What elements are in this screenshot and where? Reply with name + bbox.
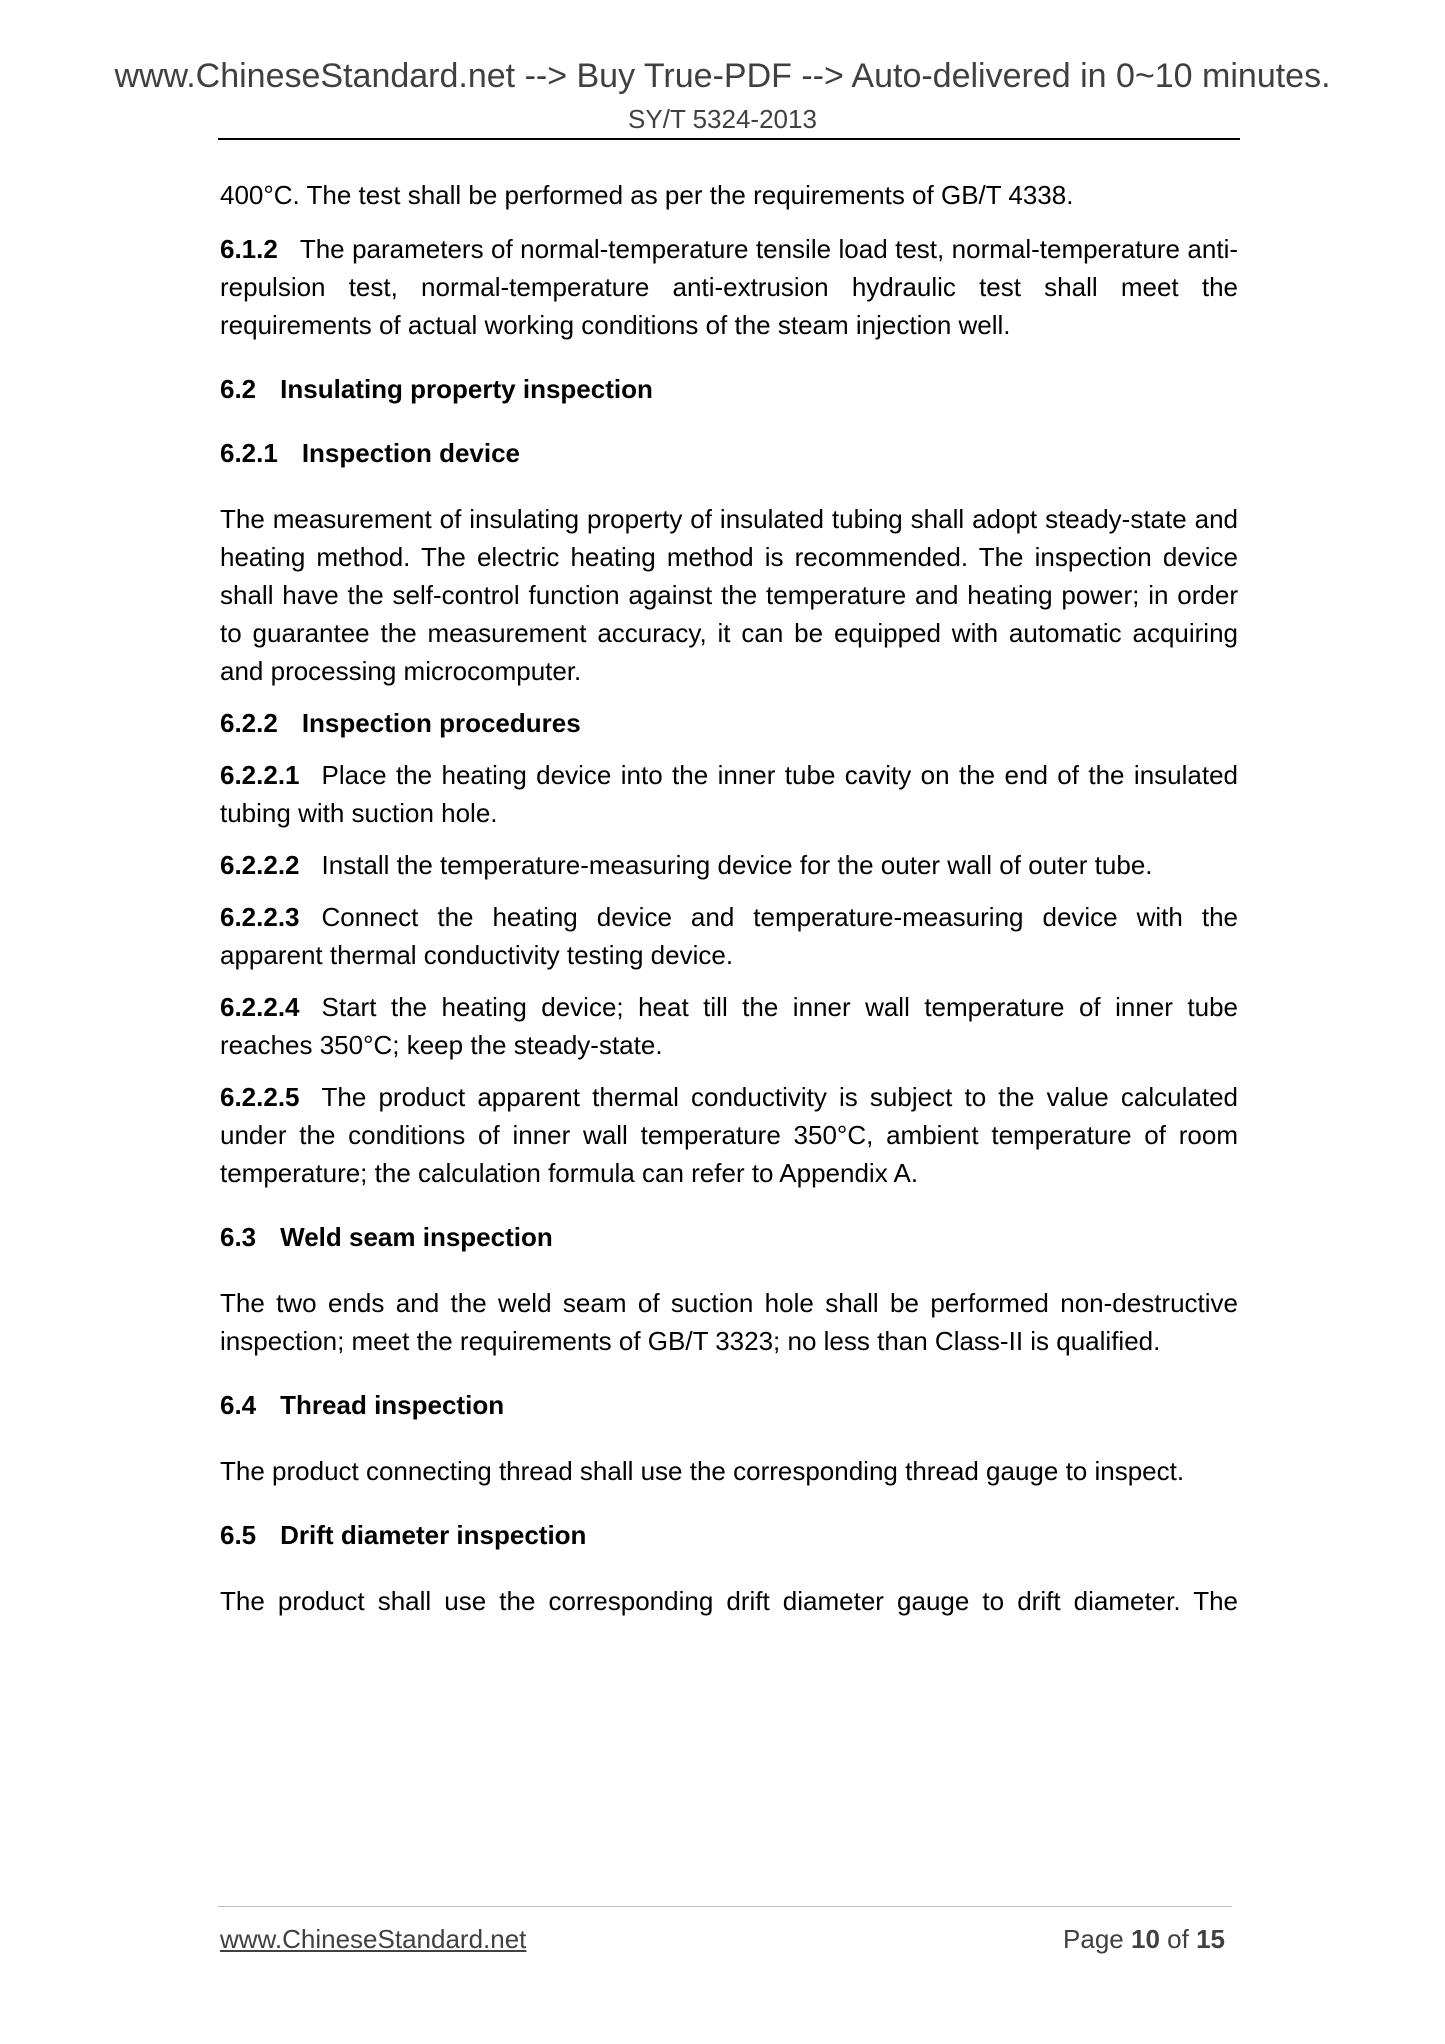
- section-number: 6.4: [220, 1390, 257, 1420]
- clause-6-2-2-2: [220, 846, 1238, 884]
- footer-website-link[interactable]: www.ChineseStandard.net: [220, 1924, 527, 1954]
- footer-divider: [218, 1906, 1232, 1907]
- clause-6-2-2-5: [220, 1078, 1238, 1192]
- section-heading-6-2: [220, 370, 1238, 408]
- clause-number: 6.1.2: [220, 234, 278, 264]
- section-title: Inspection procedures: [301, 708, 581, 738]
- section-heading-6-2-2: [220, 704, 1238, 742]
- clause-text: The parameters of normal-temperature tensile load test, normal-temperature anti-repulsion test, normal-temperature anti-extrusion hydraulic test shall meet the requirements of actual working conditions of the steam injection well.: [220, 234, 1238, 340]
- paragraph-6-5: The product shall use the corresponding drift diameter gauge to drift diameter. The: [220, 1586, 1238, 1616]
- clause-number: 6.2.2.1: [220, 760, 300, 790]
- section-heading-6-2-1: [220, 434, 1238, 472]
- section-title: Drift diameter inspection: [280, 1520, 587, 1550]
- clause-number: 6.2.2.2: [220, 850, 300, 880]
- standard-number: SY/T 5324-2013: [628, 104, 817, 134]
- section-number: 6.2.1: [220, 438, 278, 468]
- page-word: Page: [1063, 1924, 1124, 1954]
- clause-number: 6.2.2.3: [220, 902, 300, 932]
- clause-6-2-2-1: [220, 756, 1238, 832]
- section-title: Inspection device: [301, 438, 521, 468]
- section-heading-6-5: [220, 1516, 1238, 1554]
- clause-6-2-2-3: [220, 898, 1238, 974]
- section-number: 6.5: [220, 1520, 257, 1550]
- paragraph-6-4: The product connecting thread shall use the corresponding thread gauge to inspect.: [220, 1456, 1185, 1486]
- clause-6-1-2: [220, 230, 1238, 344]
- clause-text: The product apparent thermal conductivity is subject to the value calculated under the conditions of inner wall temperature 350°C, ambient temperature of room temperature; the calculation formula can refer to Appendix A.: [220, 1082, 1238, 1188]
- section-title: Weld seam inspection: [280, 1222, 553, 1252]
- section-number: 6.2.2: [220, 708, 278, 738]
- section-heading-6-3: [220, 1218, 1238, 1256]
- clause-text: Start the heating device; heat till the inner wall temperature of inner tube reaches 350°C; keep the steady-state.: [220, 992, 1238, 1060]
- top-banner: www.ChineseStandard.net --> Buy True-PDF --> Auto-delivered in 0~10 minutes.: [114, 57, 1331, 95]
- clause-6-2-2-4: [220, 988, 1238, 1064]
- section-heading-6-4: [220, 1386, 1238, 1424]
- clause-number: 6.2.2.4: [220, 992, 300, 1022]
- clause-text: Install the temperature-measuring device for the outer wall of outer tube.: [321, 850, 1153, 880]
- section-title: Thread inspection: [280, 1390, 505, 1420]
- section-title: Insulating property inspection: [280, 374, 653, 404]
- continuation-paragraph: 400°C. The test shall be performed as per the requirements of GB/T 4338.: [220, 180, 1074, 210]
- current-page-number: 10: [1131, 1924, 1160, 1954]
- section-number: 6.2: [220, 374, 257, 404]
- paragraph-6-2-1: The measurement of insulating property of insulated tubing shall adopt steady-state and heating method. The electric heating method is recommended. The inspection device shall have the self-control function against the temperature and heating power; in order to guarantee the measurement accuracy, it can be equipped with automatic acquiring and processing microcomputer.: [220, 504, 1238, 686]
- page-content: [220, 176, 1238, 1620]
- clause-number: 6.2.2.5: [220, 1082, 300, 1112]
- clause-text: Connect the heating device and temperature-measuring device with the apparent thermal conductivity testing device.: [220, 902, 1238, 970]
- section-number: 6.3: [220, 1222, 257, 1252]
- of-word: of: [1167, 1924, 1189, 1954]
- paragraph-6-3: The two ends and the weld seam of suction hole shall be performed non-destructive inspection; meet the requirements of GB/T 3323; no less than Class-II is qualified.: [220, 1288, 1238, 1356]
- page-indicator: [1063, 1924, 1225, 1954]
- total-page-count: 15: [1196, 1924, 1225, 1954]
- header-divider: [218, 138, 1240, 140]
- clause-text: Place the heating device into the inner tube cavity on the end of the insulated tubing with suction hole.: [220, 760, 1238, 828]
